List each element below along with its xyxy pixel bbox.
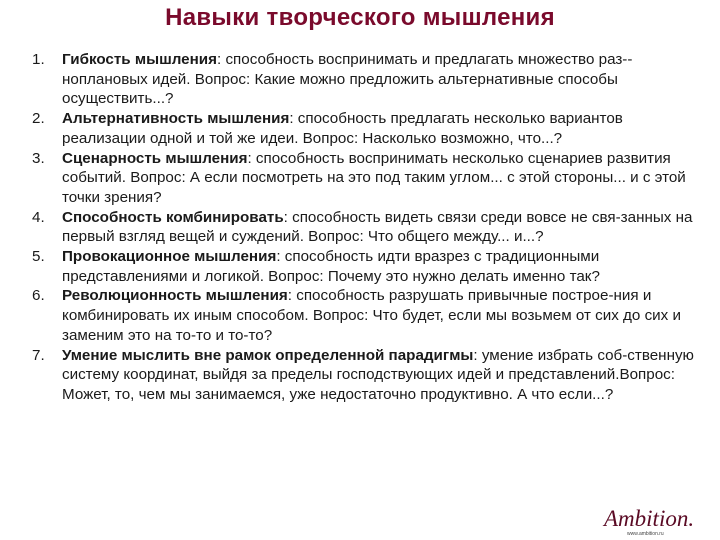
- item-term: Провокационное мышления: [62, 248, 277, 266]
- brand-url: www.ambition.ru: [627, 531, 664, 537]
- item-term: Сценарность мышления: [62, 149, 248, 167]
- item-term: Способность комбинировать: [62, 208, 284, 226]
- item-number: 3.: [32, 149, 45, 167]
- item-number: 6.: [32, 287, 45, 305]
- skills-list: [20, 50, 696, 405]
- item-description: : умение избрать соб-ственную систему координат, выйдя за пределы господствующих идей и представлений.Вопрос: Может, то, чем мы занимаемся, уже недостаточно продуктивно. А что если...?: [62, 346, 694, 403]
- item-description: : способность воспринимать и предлагать множество раз-ноплановых идей. Вопрос: Какие можно предложить альтернативные способы осуществить...?: [62, 51, 633, 108]
- slide-title: Навыки творческого мышления: [165, 4, 555, 31]
- item-number: 2.: [32, 110, 45, 128]
- list-item: [20, 286, 696, 345]
- item-description: : способность разрушать привычные построе-ния и комбинировать их иным способом. Вопрос: Что будет, если мы возьмем от сих до сих и заменим это на то-то и то-то?: [62, 287, 681, 344]
- item-number: 1.: [32, 51, 45, 68]
- item-description: : способность видеть связи среди вовсе не свя-занных на первый взгляд вещей и суждений. Вопрос: Что общего между... и...?: [62, 208, 693, 246]
- item-number: 4.: [32, 208, 45, 226]
- list-item: [20, 109, 696, 148]
- item-description: : способность предлагать несколько вариантов реализации одной и той же идеи. Вопрос: Насколько возможно, что...?: [62, 110, 623, 147]
- list-item: [20, 247, 696, 286]
- item-description: : способность воспринимать несколько сценариев развития событий. Вопрос: А если посмотреть на это под таким углом... с этой стороны... и с этой точки зрения?: [62, 149, 686, 206]
- list-item: [20, 208, 696, 247]
- list-item: [20, 346, 696, 405]
- item-term: Альтернативность мышления: [62, 110, 290, 128]
- item-description: : способность идти вразрез с традиционными представлениями и логикой. Вопрос: Почему это нужно делать именно так?: [62, 248, 600, 285]
- list-item: [20, 149, 696, 208]
- item-number: 5.: [32, 248, 45, 266]
- item-number: 7.: [32, 346, 45, 364]
- item-term: Революционность мышления: [62, 287, 288, 305]
- list-item: [20, 50, 696, 109]
- brand-logo: Ambition.: [604, 506, 695, 531]
- item-term: Гибкость мышления: [62, 51, 217, 68]
- item-term: Умение мыслить вне рамок определенной парадигмы: [62, 346, 474, 364]
